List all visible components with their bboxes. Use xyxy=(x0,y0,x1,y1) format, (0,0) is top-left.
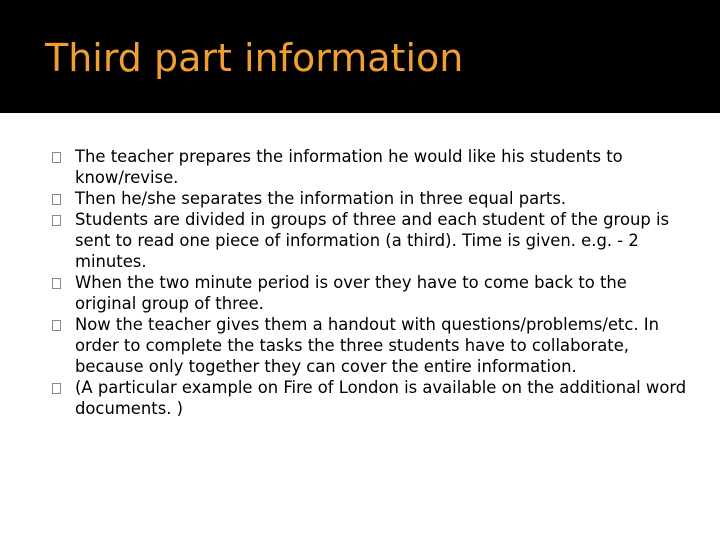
missing-glyph-box-icon xyxy=(52,383,61,394)
bullet-item xyxy=(52,314,692,377)
bullet-list xyxy=(52,146,692,419)
bullet-text: When the two minute period is over they have to come back to the original group of three. xyxy=(75,273,627,313)
bullet-item xyxy=(52,146,692,188)
bullet-text: Students are divided in groups of three and each student of the group is sent to read one piece of information (a third). Time is given. e.g. - 2 minutes. xyxy=(75,210,670,271)
bullet-text: Now the teacher gives them a handout with questions/problems/etc. In order to complete the tasks the three students have to collaborate, because only together they can cover the entire information. xyxy=(75,315,660,376)
bullet-item xyxy=(52,272,692,314)
bullet-item xyxy=(52,209,692,272)
missing-glyph-box-icon xyxy=(52,278,61,289)
missing-glyph-box-icon xyxy=(52,194,61,205)
bullet-text: Then he/she separates the information in three equal parts. xyxy=(75,189,567,208)
bullet-text: (A particular example on Fire of London is available on the additional word documents. ) xyxy=(75,378,687,418)
bullet-item xyxy=(52,377,692,419)
bullet-item xyxy=(52,188,692,209)
missing-glyph-box-icon xyxy=(52,215,61,226)
missing-glyph-box-icon xyxy=(52,152,61,163)
slide-title: Third part information xyxy=(45,36,464,80)
missing-glyph-box-icon xyxy=(52,320,61,331)
bullet-text: The teacher prepares the information he would like his students to know/revise. xyxy=(75,147,623,187)
title-bar xyxy=(0,0,720,113)
